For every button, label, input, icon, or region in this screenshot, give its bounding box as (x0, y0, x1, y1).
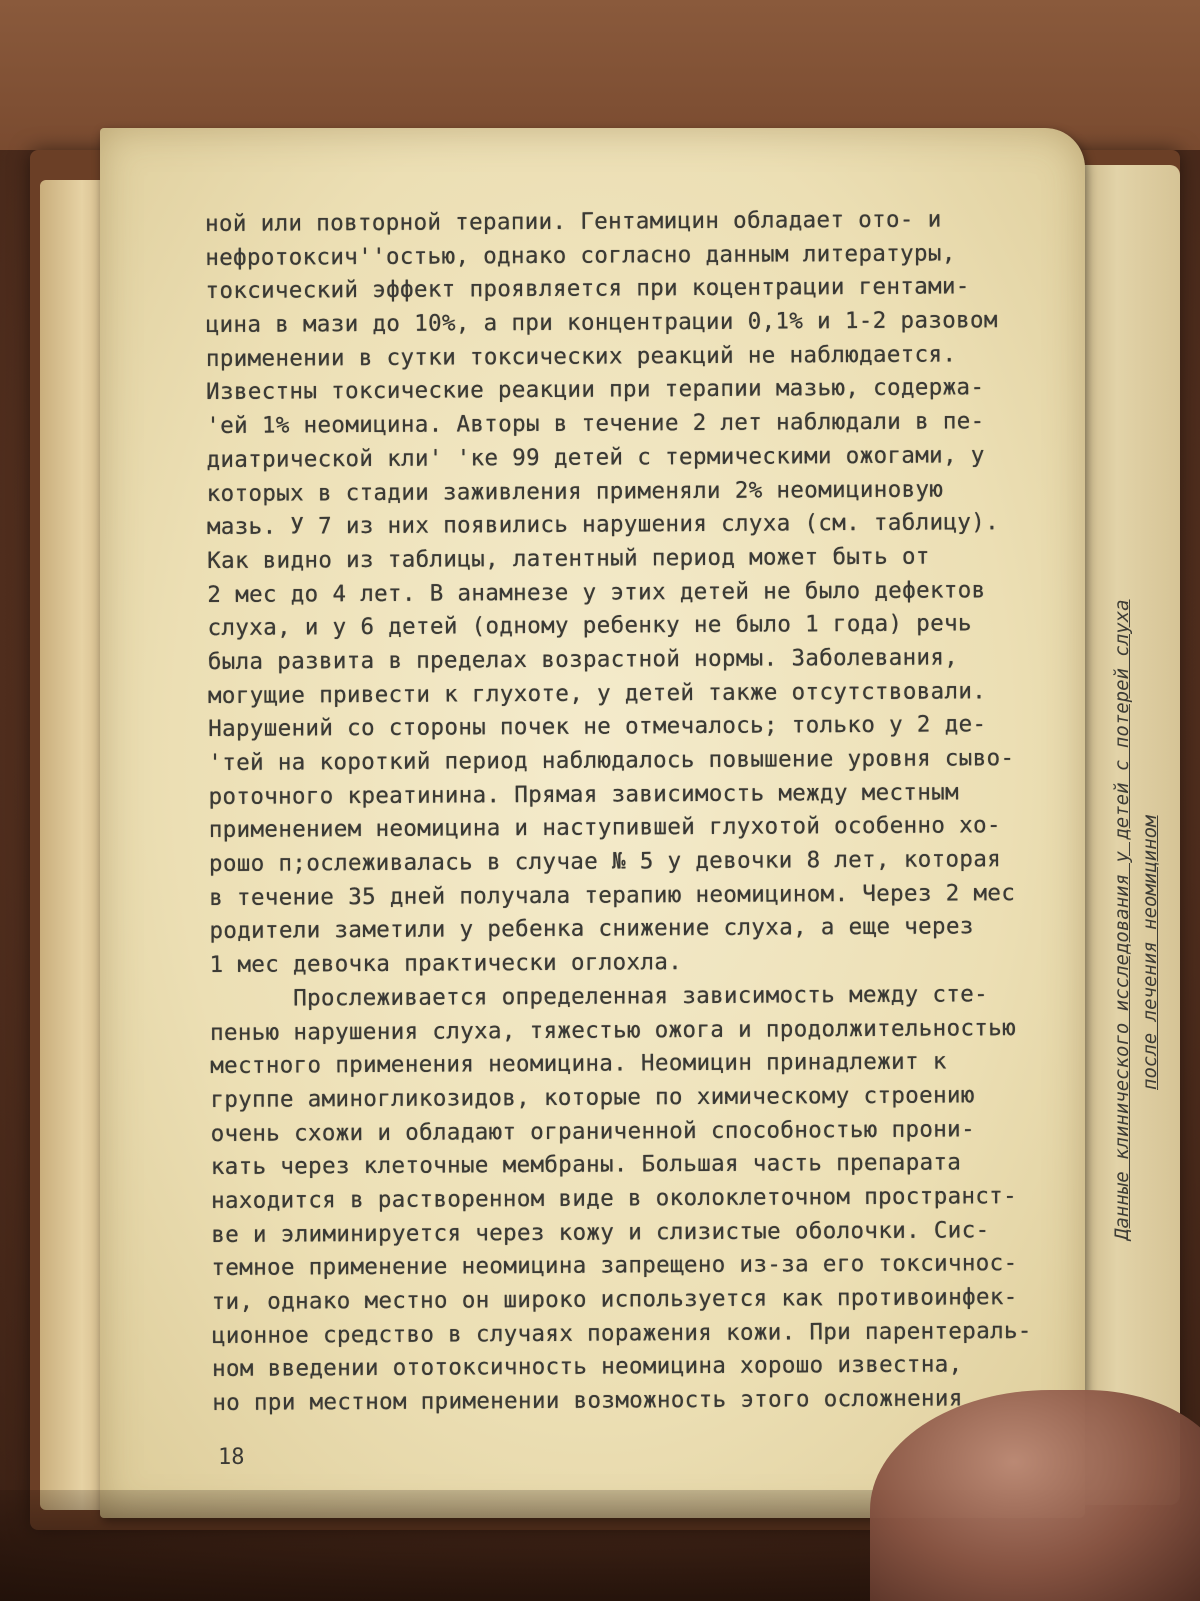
text-line: ционное средство в случаях поражения кожи. При парентераль- (211, 1317, 1032, 1349)
text-line: ве и элиминируется через кожу и слизистые оболочки. Сис- (211, 1216, 990, 1248)
text-line: нефротоксич''остью, однако согласно данным литературы, (205, 240, 956, 271)
running-head-line-1: Данные клинического исследования у детей с потерей слуха (1111, 599, 1133, 1240)
text-line: рошо п;ослеживалась в случае № 5 у девочки 8 лет, которая (208, 846, 1002, 878)
text-line: ной или повторной терапии. Гентамицин обладает ото- и (205, 206, 942, 237)
text-line: родители заметили у ребенка снижение слуха, а еще через (209, 913, 974, 945)
text-line: 'ей 1% неомицина. Авторы в течение 2 лет наблюдали в пе- (206, 408, 985, 440)
text-line: Нарушений со стороны почек не отмечалось; только у 2 де- (208, 711, 987, 743)
text-line: слуха, и у 6 детей (одному ребенку не было 1 года) речь (207, 610, 972, 642)
text-line: применении в сутки токсических реакций не наблюдается. (205, 341, 957, 372)
text-line: ном введении ототоксичность неомицина хорошо известна, (212, 1351, 963, 1383)
text-line: токсический эффект проявляется при коцентрации гентами- (205, 273, 970, 305)
text-line: темное применение неомицина запрещено из-за его токсичнос- (211, 1250, 1018, 1282)
text-line: местного применения неомицина. Неомицин принадлежит к (210, 1048, 947, 1080)
running-head (1108, 440, 1164, 1240)
text-line: находится в растворенном виде в околоклеточном пространст- (210, 1182, 1018, 1214)
text-line: 'тей на короткий период наблюдалось повышение уровня сыво- (208, 745, 1015, 776)
text-line: но при местном применении возможность этого осложнения (212, 1385, 963, 1417)
text-line: Как видно из таблицы, латентный период может быть от (207, 543, 930, 574)
body-text (205, 203, 1032, 1421)
text-line: диатрической кли' 'ке 99 детей с термическими ожогами, у (206, 442, 985, 473)
text-line: группе аминогликозидов, которые по химическому строению (210, 1082, 975, 1113)
page-number: 18 (218, 1445, 245, 1470)
text-line: 2 мес до 4 лет. В анамнезе у этих детей не было дефектов (207, 576, 986, 608)
text-line: Известны токсические реакции при терапии мазью, содержа- (206, 374, 985, 406)
text-line: очень схожи и обладают ограниченной способностью прони- (210, 1115, 976, 1147)
text-line: была развита в пределах возрастной нормы. Заболевания, (207, 644, 959, 675)
running-head-line-2: после лечения неомицином (1139, 815, 1161, 1090)
text-line: 1 мес девочка практически оглохла. (209, 949, 683, 979)
text-line: пенью нарушения слуха, тяжестью ожога и продолжительностью (209, 1014, 1017, 1046)
text-line: могущие привести к глухоте, у детей также отсутствовали. (207, 677, 987, 709)
text-line: Прослеживается определенная зависимость между сте- (209, 981, 989, 1012)
text-line: которых в стадии заживления применяли 2% неомициновую (206, 475, 944, 507)
text-line: роточного креатинина. Прямая зависимость между местным (208, 779, 960, 810)
text-line: в течение 35 дней получала терапию неомицином. Через 2 мес (209, 879, 1016, 911)
text-line: кать через клеточные мембраны. Большая часть препарата (210, 1149, 962, 1181)
text-line: ти, однако местно он широко используется как противоинфек- (211, 1284, 1018, 1315)
text-line: цина в мази до 10%, а при концентрации 0,1% и 1-2 разовом (205, 307, 998, 339)
text-line: применением неомицина и наступившей глухотой особенно хо- (208, 812, 1001, 844)
text-line: мазь. У 7 из них появились нарушения слуха (см. таблицу). (206, 509, 1000, 541)
